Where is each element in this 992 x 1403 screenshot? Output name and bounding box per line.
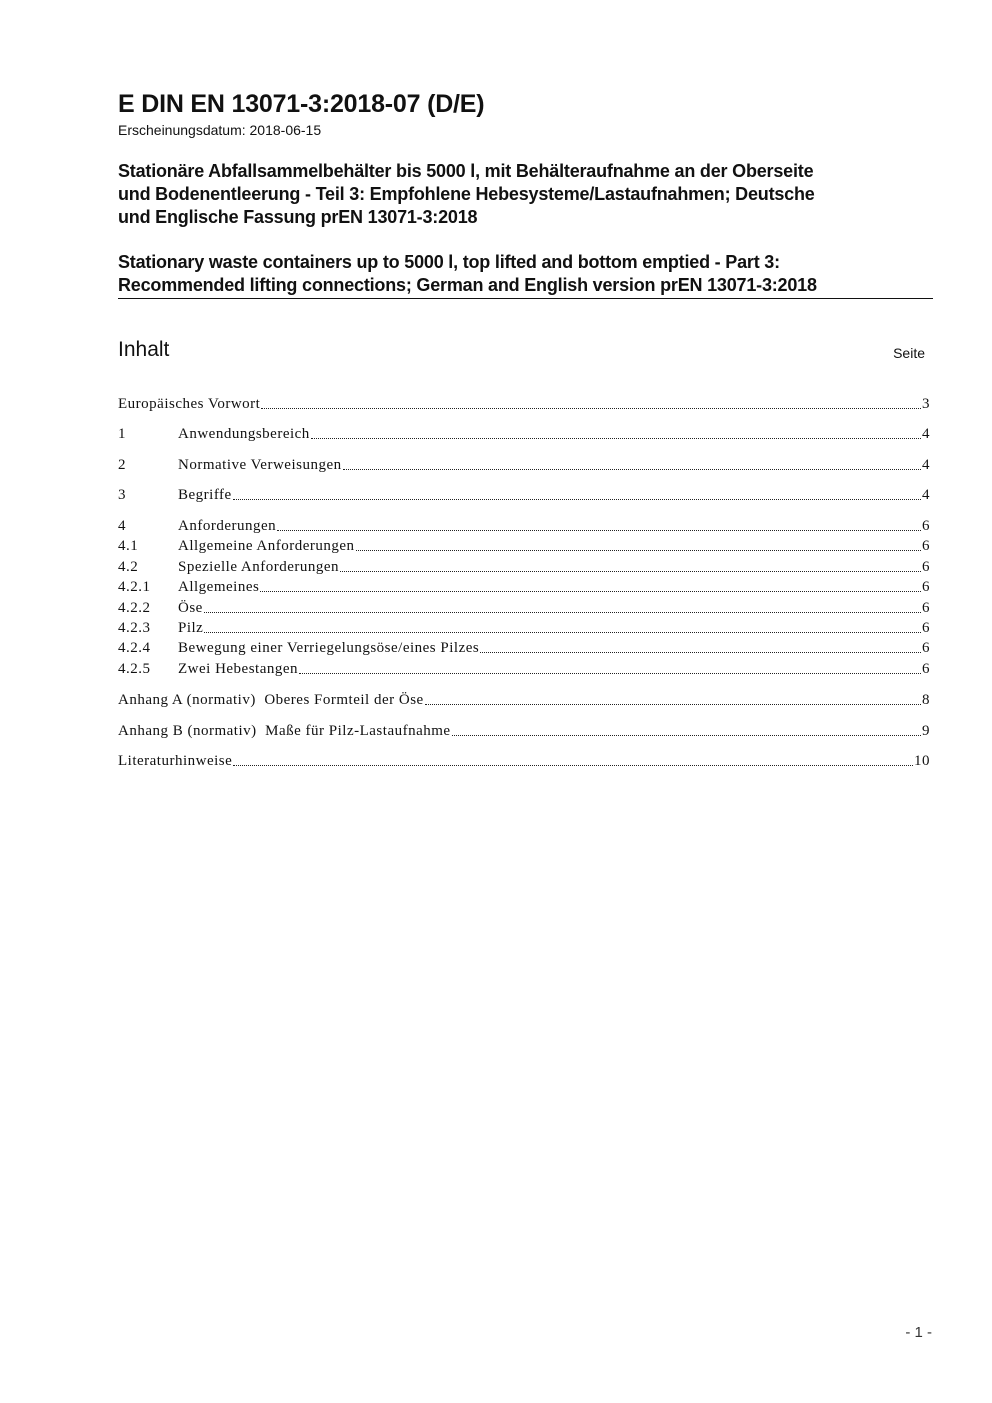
title-english-line: Stationary waste containers up to 5000 l, top lifted and bottom emptied - Part 3: [118,252,780,272]
toc-entry-title: Anhang A (normativ) Oberes Formteil der Öse [118,692,424,708]
title-german-line: Stationäre Abfallsammelbehälter bis 5000 l, mit Behälteraufnahme an der Oberseite [118,161,814,181]
toc-entry-page: 8 [922,692,930,708]
toc-page-label: Seite [893,345,925,361]
toc-leader-dots [480,637,921,653]
toc-leader-dots [233,750,913,766]
toc-entry[interactable] [118,598,930,618]
toc-entry-title: Allgemeine Anforderungen [178,538,355,554]
publication-date: Erscheinungsdatum: 2018-06-15 [118,122,322,138]
toc-entry-number: 1 [118,426,126,442]
toc-entry-page: 6 [922,518,930,534]
toc-entry-number: 2 [118,457,126,473]
toc-entry[interactable] [118,690,930,710]
toc-entry[interactable] [118,659,930,679]
toc-entry[interactable] [118,455,930,475]
toc-entry-number: 4.2.1 [118,579,151,595]
toc-heading: Inhalt [118,338,170,361]
toc-entry[interactable] [118,485,930,505]
toc-entry[interactable] [118,577,930,597]
toc-entry-title: Allgemeines [178,579,260,595]
toc-entry-title: Normative Verweisungen [178,457,342,473]
toc-leader-dots [311,423,921,439]
toc-entry[interactable] [118,516,930,536]
table-of-contents [118,0,930,1403]
toc-leader-dots [340,556,921,572]
toc-entry-title: Bewegung einer Verriegelungsöse/eines Pilzes [178,640,480,656]
toc-entry[interactable] [118,638,930,658]
toc-entry-title: Zwei Hebestangen [178,661,299,677]
toc-entry-page: 3 [922,396,930,412]
toc-entry-title: Anforderungen [178,518,277,534]
toc-entry-page: 6 [922,579,930,595]
toc-entry[interactable] [118,394,930,414]
toc-entry-title: Begriffe [178,487,232,503]
toc-entry-page: 6 [922,559,930,575]
toc-entry-page: 10 [914,753,930,769]
toc-entry-number: 3 [118,487,126,503]
title-english-line: Recommended lifting connections; German and English version prEN 13071-3:2018 [118,275,817,295]
toc-entry-title: Literaturhinweise [118,753,233,769]
title-german-line: und Englische Fassung prEN 13071-3:2018 [118,207,478,227]
toc-leader-dots [204,597,921,613]
toc-entry-title: Pilz [178,620,204,636]
toc-entry[interactable] [118,721,930,741]
toc-entry-number: 4.2.4 [118,640,151,656]
toc-entry-title: Spezielle Anforderungen [178,559,340,575]
toc-entry[interactable] [118,536,930,556]
toc-leader-dots [343,454,921,470]
toc-leader-dots [261,393,921,409]
toc-entry-page: 6 [922,640,930,656]
page-number: - 1 - [905,1324,932,1341]
toc-leader-dots [356,535,921,551]
toc-entry-title: Anhang B (normativ) Maße für Pilz-Lastaufnahme [118,723,451,739]
document-id: E DIN EN 13071-3:2018-07 (D/E) [118,90,485,118]
toc-entry-title: Europäisches Vorwort [118,396,261,412]
toc-leader-dots [204,617,921,633]
toc-leader-dots [452,720,921,736]
toc-entry-number: 4.2.3 [118,620,151,636]
toc-entry-number: 4 [118,518,126,534]
toc-entry-title: Anwendungsbereich [178,426,310,442]
toc-entry[interactable] [118,424,930,444]
toc-entry[interactable] [118,751,930,771]
toc-entry-page: 4 [922,457,930,473]
toc-leader-dots [425,689,921,705]
toc-leader-dots [277,515,921,531]
toc-entry[interactable] [118,557,930,577]
toc-entry-page: 9 [922,723,930,739]
toc-leader-dots [233,484,921,500]
toc-entry-page: 6 [922,538,930,554]
title-german-line: und Bodenentleerung - Teil 3: Empfohlene Hebesysteme/Lastaufnahmen; Deutsche [118,184,815,204]
toc-entry-page: 4 [922,426,930,442]
toc-leader-dots [260,576,921,592]
toc-entry-page: 6 [922,661,930,677]
toc-entry-number: 4.2.5 [118,661,151,677]
toc-entry-page: 6 [922,620,930,636]
toc-entry-page: 6 [922,600,930,616]
toc-entry[interactable] [118,618,930,638]
toc-entry-number: 4.2 [118,559,139,575]
toc-entry-title: Öse [178,600,203,616]
toc-entry-number: 4.2.2 [118,600,151,616]
toc-entry-number: 4.1 [118,538,139,554]
toc-entry-page: 4 [922,487,930,503]
toc-leader-dots [299,658,921,674]
